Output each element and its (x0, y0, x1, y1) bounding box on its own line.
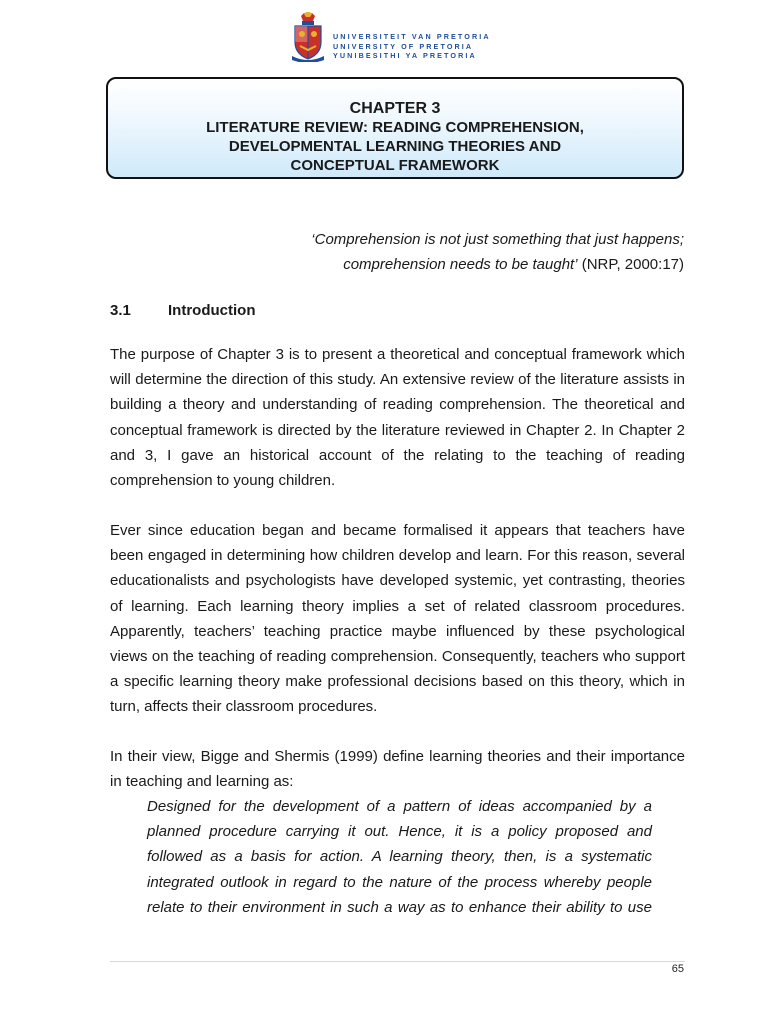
chapter-number: CHAPTER 3 (349, 100, 441, 117)
university-name-english: UNIVERSITY OF PRETORIA (333, 41, 474, 51)
chapter-title-line: CONCEPTUAL FRAMEWORK (290, 157, 500, 174)
page-number: 65 (671, 963, 684, 975)
university-logo (291, 12, 491, 62)
university-crest-icon (291, 12, 325, 62)
chapter-title-box (106, 77, 684, 179)
body-paragraph: In their view, Bigge and Shermis (1999) define learning theories and their importance in teaching and learning as: (110, 748, 685, 791)
section-title: Introduction (168, 302, 256, 319)
epigraph-quote: comprehension needs to be taught’ (343, 256, 578, 273)
body-paragraph: The purpose of Chapter 3 is to present a theoretical and conceptual framework which will determine the direction of this study. An extensive review of the literature assists in building a theory and understanding of reading comprehension. The theoretical and conceptual framework is directed by the literature reviewed in Chapter 2. In Chapter 2 and 3, I gave an historical account of the relating to the teaching of reading comprehension to young children. (110, 346, 685, 490)
epigraph (311, 227, 684, 277)
section-heading (110, 302, 255, 319)
block-quote: Designed for the development of a pattern of ideas accompanied by a planned procedure carrying it out. Hence, it is a policy proposed and followed as a basis for action. A learning theory, then, is a systematic integrated outlook in regard to the nature of the process whereby people relate to their environment in such a way as to enhance their ability to use (147, 798, 652, 916)
university-name-afrikaans: UNIVERSITEIT VAN PRETORIA (333, 32, 491, 41)
epigraph-line: ‘Comprehension is not just something that just happens; (311, 231, 684, 248)
section-number: 3.1 (110, 302, 131, 319)
chapter-title-line: DEVELOPMENTAL LEARNING THEORIES AND (228, 138, 562, 155)
epigraph-line (311, 252, 684, 277)
university-names (333, 32, 491, 61)
footer-divider (110, 961, 685, 962)
epigraph-citation: (NRP, 2000:17) (577, 256, 684, 273)
chapter-title (108, 118, 682, 175)
chapter-title-line: LITERATURE REVIEW: READING COMPREHENSION, (206, 119, 584, 136)
body-paragraph: Ever since education began and became formalised it appears that teachers have been engaged in determining how children develop and learn. For this reason, several educationalists and psychologists have developed systemic, yet contrasting, theories of learning. Each learning theory implies a set of related classroom procedures. Apparently, teachers’ teaching practice maybe influenced by these psychological views on the teaching of reading comprehension. Consequently, teachers who support a specific learning theory make professional decisions based on this theory, which in turn, affects their classroom procedures. (110, 522, 685, 716)
university-name-sepedi: YUNIBESITHI YA PRETORIA (333, 51, 477, 61)
